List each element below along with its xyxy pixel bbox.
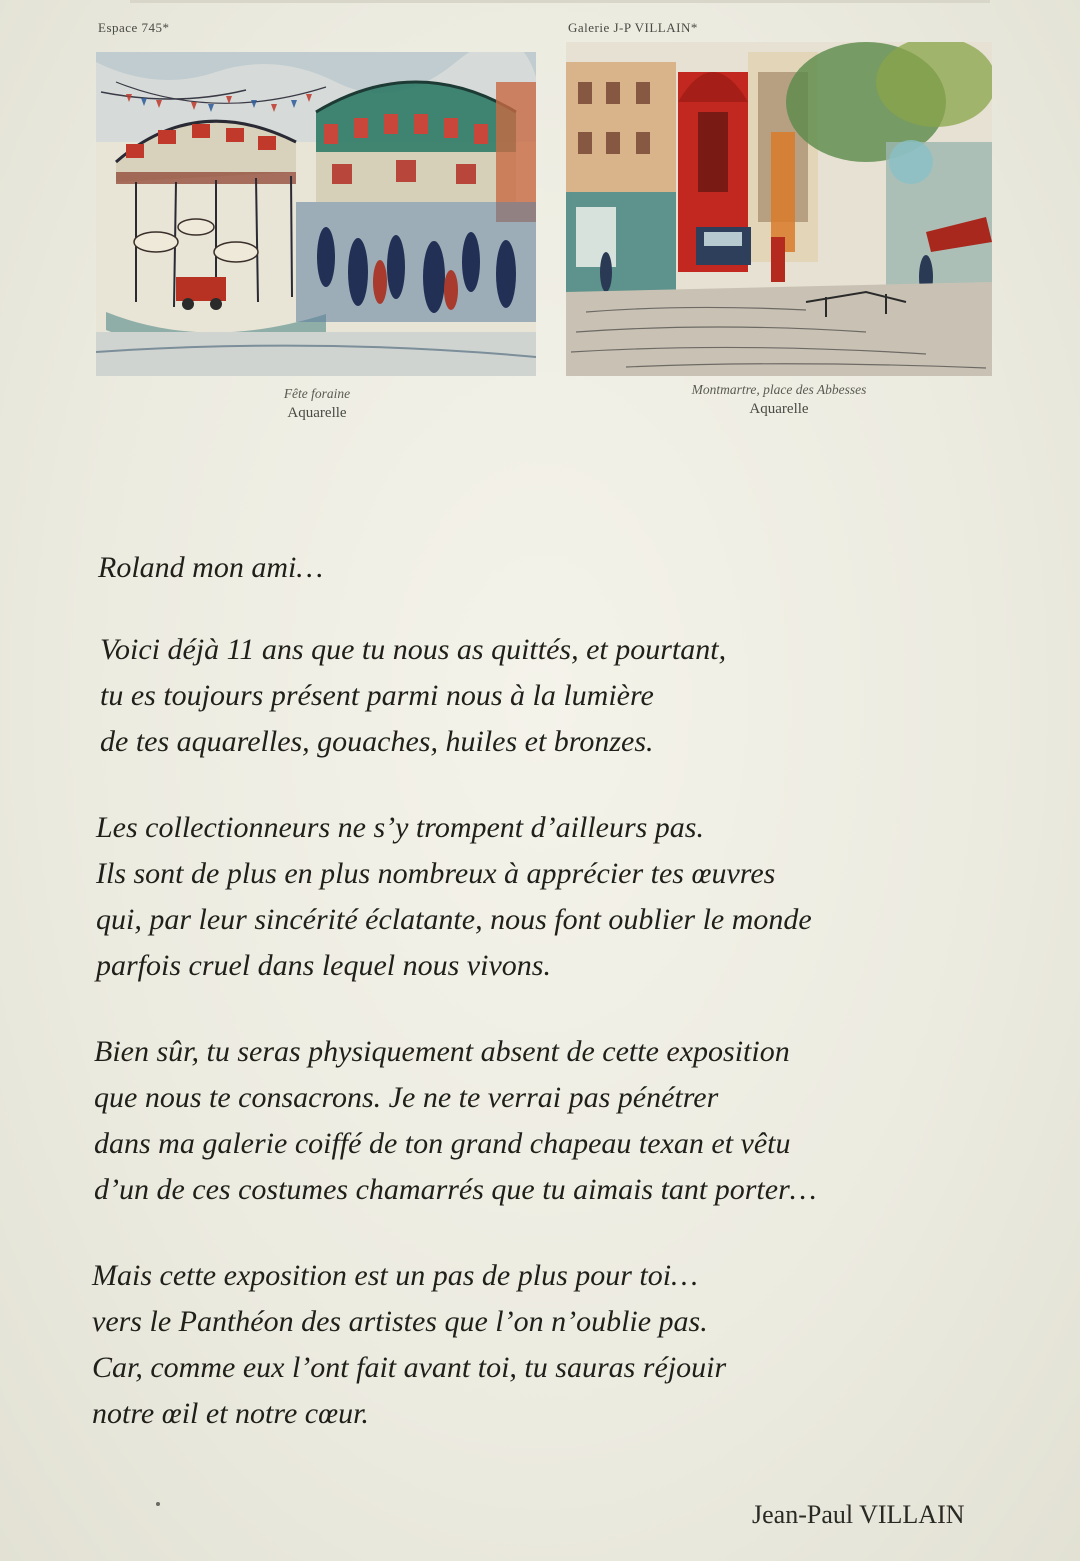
artwork-caption (96, 386, 538, 422)
letter-paragraph (94, 1029, 1030, 1213)
letter-greeting: Roland mon ami… (98, 551, 323, 584)
letter-signature: Jean-Paul VILLAIN (752, 1500, 965, 1529)
letter-line: Ils sont de plus en plus nombreux à apprécier tes œuvres (96, 857, 776, 890)
letter-line: tu es toujours présent parmi nous à la lumière (100, 679, 654, 712)
letter-line: dans ma galerie coiffé de ton grand chapeau texan et vêtu (94, 1127, 791, 1160)
artwork-medium: Aquarelle (287, 405, 347, 421)
letter-line: de tes aquarelles, gouaches, huiles et bronzes. (100, 725, 654, 758)
painting-fete-foraine (96, 52, 536, 376)
paper-speck (156, 1502, 160, 1506)
letter-line: Car, comme eux l’ont fait avant toi, tu sauras réjouir (92, 1351, 727, 1384)
letter-line: notre œil et notre cœur. (92, 1397, 369, 1430)
artwork-title: Montmartre, place des Abbesses (691, 382, 867, 397)
painting-montmartre (566, 42, 992, 376)
letter-line: qui, par leur sincérité éclatante, nous font oublier le monde (96, 903, 812, 936)
letter-line: d’un de ces costumes chamarrés que tu aimais tant porter… (94, 1173, 817, 1206)
artwork-title: Fête foraine (283, 386, 351, 401)
letter-line: Bien sûr, tu seras physiquement absent de cette exposition (94, 1035, 790, 1068)
letter-paragraph (96, 805, 1030, 989)
artwork-venue: Galerie J-P VILLAIN* (568, 20, 698, 35)
artwork-caption (566, 382, 992, 418)
watercolor-carousel-image (96, 52, 536, 376)
letter-line: vers le Panthéon des artistes que l’on n’oublie pas. (92, 1305, 708, 1338)
letter-paragraph (92, 1253, 1030, 1437)
letter-line: Voici déjà 11 ans que tu nous as quittés, et pourtant, (100, 633, 727, 666)
letter-line: Mais cette exposition est un pas de plus pour toi… (92, 1259, 698, 1292)
artwork-medium: Aquarelle (749, 401, 809, 417)
letter-line: que nous te consacrons. Je ne te verrai pas pénétrer (94, 1081, 719, 1114)
top-divider (130, 0, 990, 3)
watercolor-street-image (566, 42, 992, 376)
artwork-venue: Espace 745* (98, 20, 170, 35)
letter-paragraph (100, 627, 1030, 765)
letter-line: Les collectionneurs ne s’y trompent d’ailleurs pas. (96, 811, 704, 844)
letter-line: parfois cruel dans lequel nous vivons. (96, 949, 551, 982)
letter-body (90, 545, 1030, 1477)
